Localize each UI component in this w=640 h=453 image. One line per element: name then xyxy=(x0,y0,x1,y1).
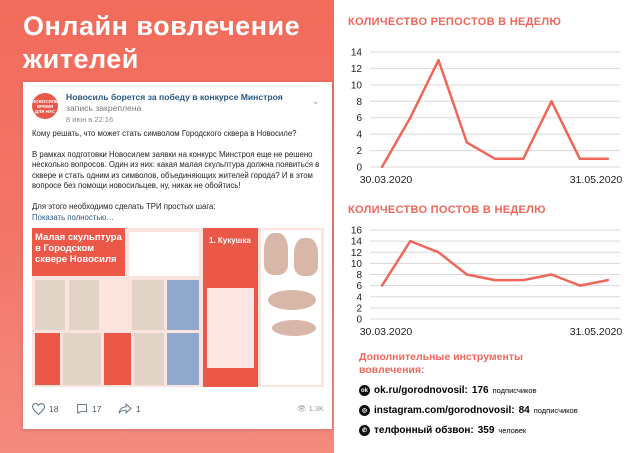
posts-chart-title: КОЛИЧЕСТВО ПОСТОВ В НЕДЕЛЮ xyxy=(348,204,546,216)
data-point xyxy=(494,158,496,160)
share-icon xyxy=(118,403,132,414)
data-point xyxy=(579,284,581,286)
y-tick-label: 16 xyxy=(350,225,362,237)
reposts-chart-title: КОЛИЧЕСТВО РЕПОСТОВ В НЕДЕЛЮ xyxy=(348,16,562,28)
comments-count: 17 xyxy=(92,404,102,414)
y-tick-label: 14 xyxy=(350,236,362,248)
data-point xyxy=(550,100,552,102)
ok-count: 176 xyxy=(471,385,489,396)
instagram-stat xyxy=(359,405,578,416)
y-tick-label: 4 xyxy=(356,292,362,304)
phone-unit: человек xyxy=(498,426,527,435)
data-point xyxy=(579,158,581,160)
post-pinned-label: запись закреплена xyxy=(66,103,142,113)
post-actions xyxy=(32,403,324,419)
additional-tools-heading: Дополнительные инструменты вовлечения: xyxy=(359,351,523,376)
doll-photo xyxy=(63,333,101,385)
data-point xyxy=(437,251,439,253)
heart-icon xyxy=(32,403,45,415)
data-point xyxy=(607,279,609,281)
data-point xyxy=(494,279,496,281)
collage-text-block xyxy=(207,288,254,368)
collage-item-title: 1. Кукушка xyxy=(209,236,251,245)
data-point xyxy=(466,273,468,275)
y-tick-label: 12 xyxy=(350,247,362,259)
phone-icon: ✆ xyxy=(359,425,370,436)
doll-photo xyxy=(35,280,65,330)
y-tick-label: 2 xyxy=(356,303,362,315)
x-tick-label: 31.05.2020 xyxy=(569,326,623,338)
views-count: 1,3K xyxy=(308,404,324,413)
y-tick-label: 8 xyxy=(356,96,362,108)
vk-post-card xyxy=(23,82,332,429)
x-tick-label: 30.03.2020 xyxy=(359,326,413,338)
collage-step-panel xyxy=(104,333,131,385)
horse-photo xyxy=(134,333,164,385)
data-point xyxy=(409,117,411,119)
y-tick-label: 6 xyxy=(356,113,362,125)
data-point xyxy=(522,158,524,160)
y-tick-label: 10 xyxy=(350,80,362,92)
show-more-link[interactable]: Показать полностью… xyxy=(32,212,115,222)
y-tick-label: 2 xyxy=(356,146,362,158)
post-paragraph: Для этого необходимо сделать ТРИ простых шага: xyxy=(32,201,216,211)
phone-label: телфонный обзвон: xyxy=(374,425,474,436)
chevron-down-icon[interactable]: ⌄ xyxy=(312,96,320,106)
y-tick-label: 8 xyxy=(356,270,362,281)
instagram-unit: подписчиков xyxy=(533,406,578,415)
data-point xyxy=(522,279,524,281)
data-point xyxy=(381,284,383,286)
doll-photo xyxy=(69,280,99,330)
instagram-link[interactable]: instagram.com/gorodnovosil: xyxy=(374,405,515,416)
post-date[interactable]: 8 июн в 22:16 xyxy=(66,115,114,124)
comment-icon xyxy=(76,403,88,415)
avatar[interactable]: НОВОСИЛЬ ВРЕМЯ ДЛЯ НАС xyxy=(32,93,58,119)
share-button[interactable] xyxy=(118,403,141,414)
post-author xyxy=(66,92,306,114)
y-tick-label: 0 xyxy=(356,314,362,326)
ok-icon: ok xyxy=(359,385,370,396)
collage-text-block xyxy=(129,232,199,276)
comment-button[interactable] xyxy=(76,403,101,415)
y-tick-label: 0 xyxy=(356,162,362,174)
views-counter xyxy=(297,404,324,413)
y-tick-label: 6 xyxy=(356,281,362,293)
phone-count: 359 xyxy=(477,425,495,436)
post-paragraph: В рамках подготовки Новосилем заявки на конкурс Минстроя еще не решено несколько вопросов. Один из них: какая малая скульптура должна появиться в сквере и стать одним из символов, объединяющих жителей города? И в этом вопросе без помощи новосильцев, ну, никак не обойтись! xyxy=(32,149,320,191)
post-image-collage[interactable] xyxy=(32,228,324,387)
y-tick-label: 12 xyxy=(350,63,362,75)
ok-link[interactable]: ok.ru/gorodnovosil: xyxy=(374,385,468,396)
y-tick-label: 4 xyxy=(356,129,362,141)
shares-count: 1 xyxy=(136,403,141,414)
bird-figure-image xyxy=(264,233,288,275)
likes-count: 18 xyxy=(49,404,59,414)
data-point xyxy=(550,273,552,275)
y-tick-label: 10 xyxy=(350,258,362,270)
data-point xyxy=(437,59,439,61)
flowers-photo xyxy=(167,280,199,330)
data-point xyxy=(607,158,609,160)
bird-figure-image xyxy=(272,320,316,336)
like-button[interactable] xyxy=(32,403,58,415)
collage-title: Малая скульптура в Городском сквере Новосиля xyxy=(35,232,122,265)
bird-figure-image xyxy=(294,238,318,276)
x-tick-label: 31.05.2020 xyxy=(569,174,623,186)
post-text xyxy=(32,129,324,223)
phone-stat xyxy=(359,425,526,436)
bird-figure-image xyxy=(268,290,316,310)
data-point xyxy=(409,240,411,242)
ok-stat xyxy=(359,385,537,396)
reposts-line-chart xyxy=(340,38,630,188)
post-paragraph: Кому решать, что может стать символом Городского сквера в Новосиле? xyxy=(32,129,297,138)
instagram-icon: ◎ xyxy=(359,405,370,416)
x-tick-label: 30.03.2020 xyxy=(359,174,413,186)
posts-line-chart xyxy=(340,222,630,344)
ok-unit: подписчиков xyxy=(492,386,537,395)
data-point xyxy=(466,141,468,143)
collage-step-panel xyxy=(35,333,60,385)
page-title: Онлайн вовлечение жителей xyxy=(23,11,301,74)
horse-photo xyxy=(132,280,164,330)
instagram-count: 84 xyxy=(518,405,530,416)
data-point xyxy=(381,166,383,168)
post-author-link[interactable]: Новосиль борется за победу в конкурсе Минстроя xyxy=(66,92,283,102)
eye-icon: 👁 xyxy=(296,404,307,413)
flowers-photo xyxy=(167,333,199,385)
y-tick-label: 14 xyxy=(350,47,362,59)
